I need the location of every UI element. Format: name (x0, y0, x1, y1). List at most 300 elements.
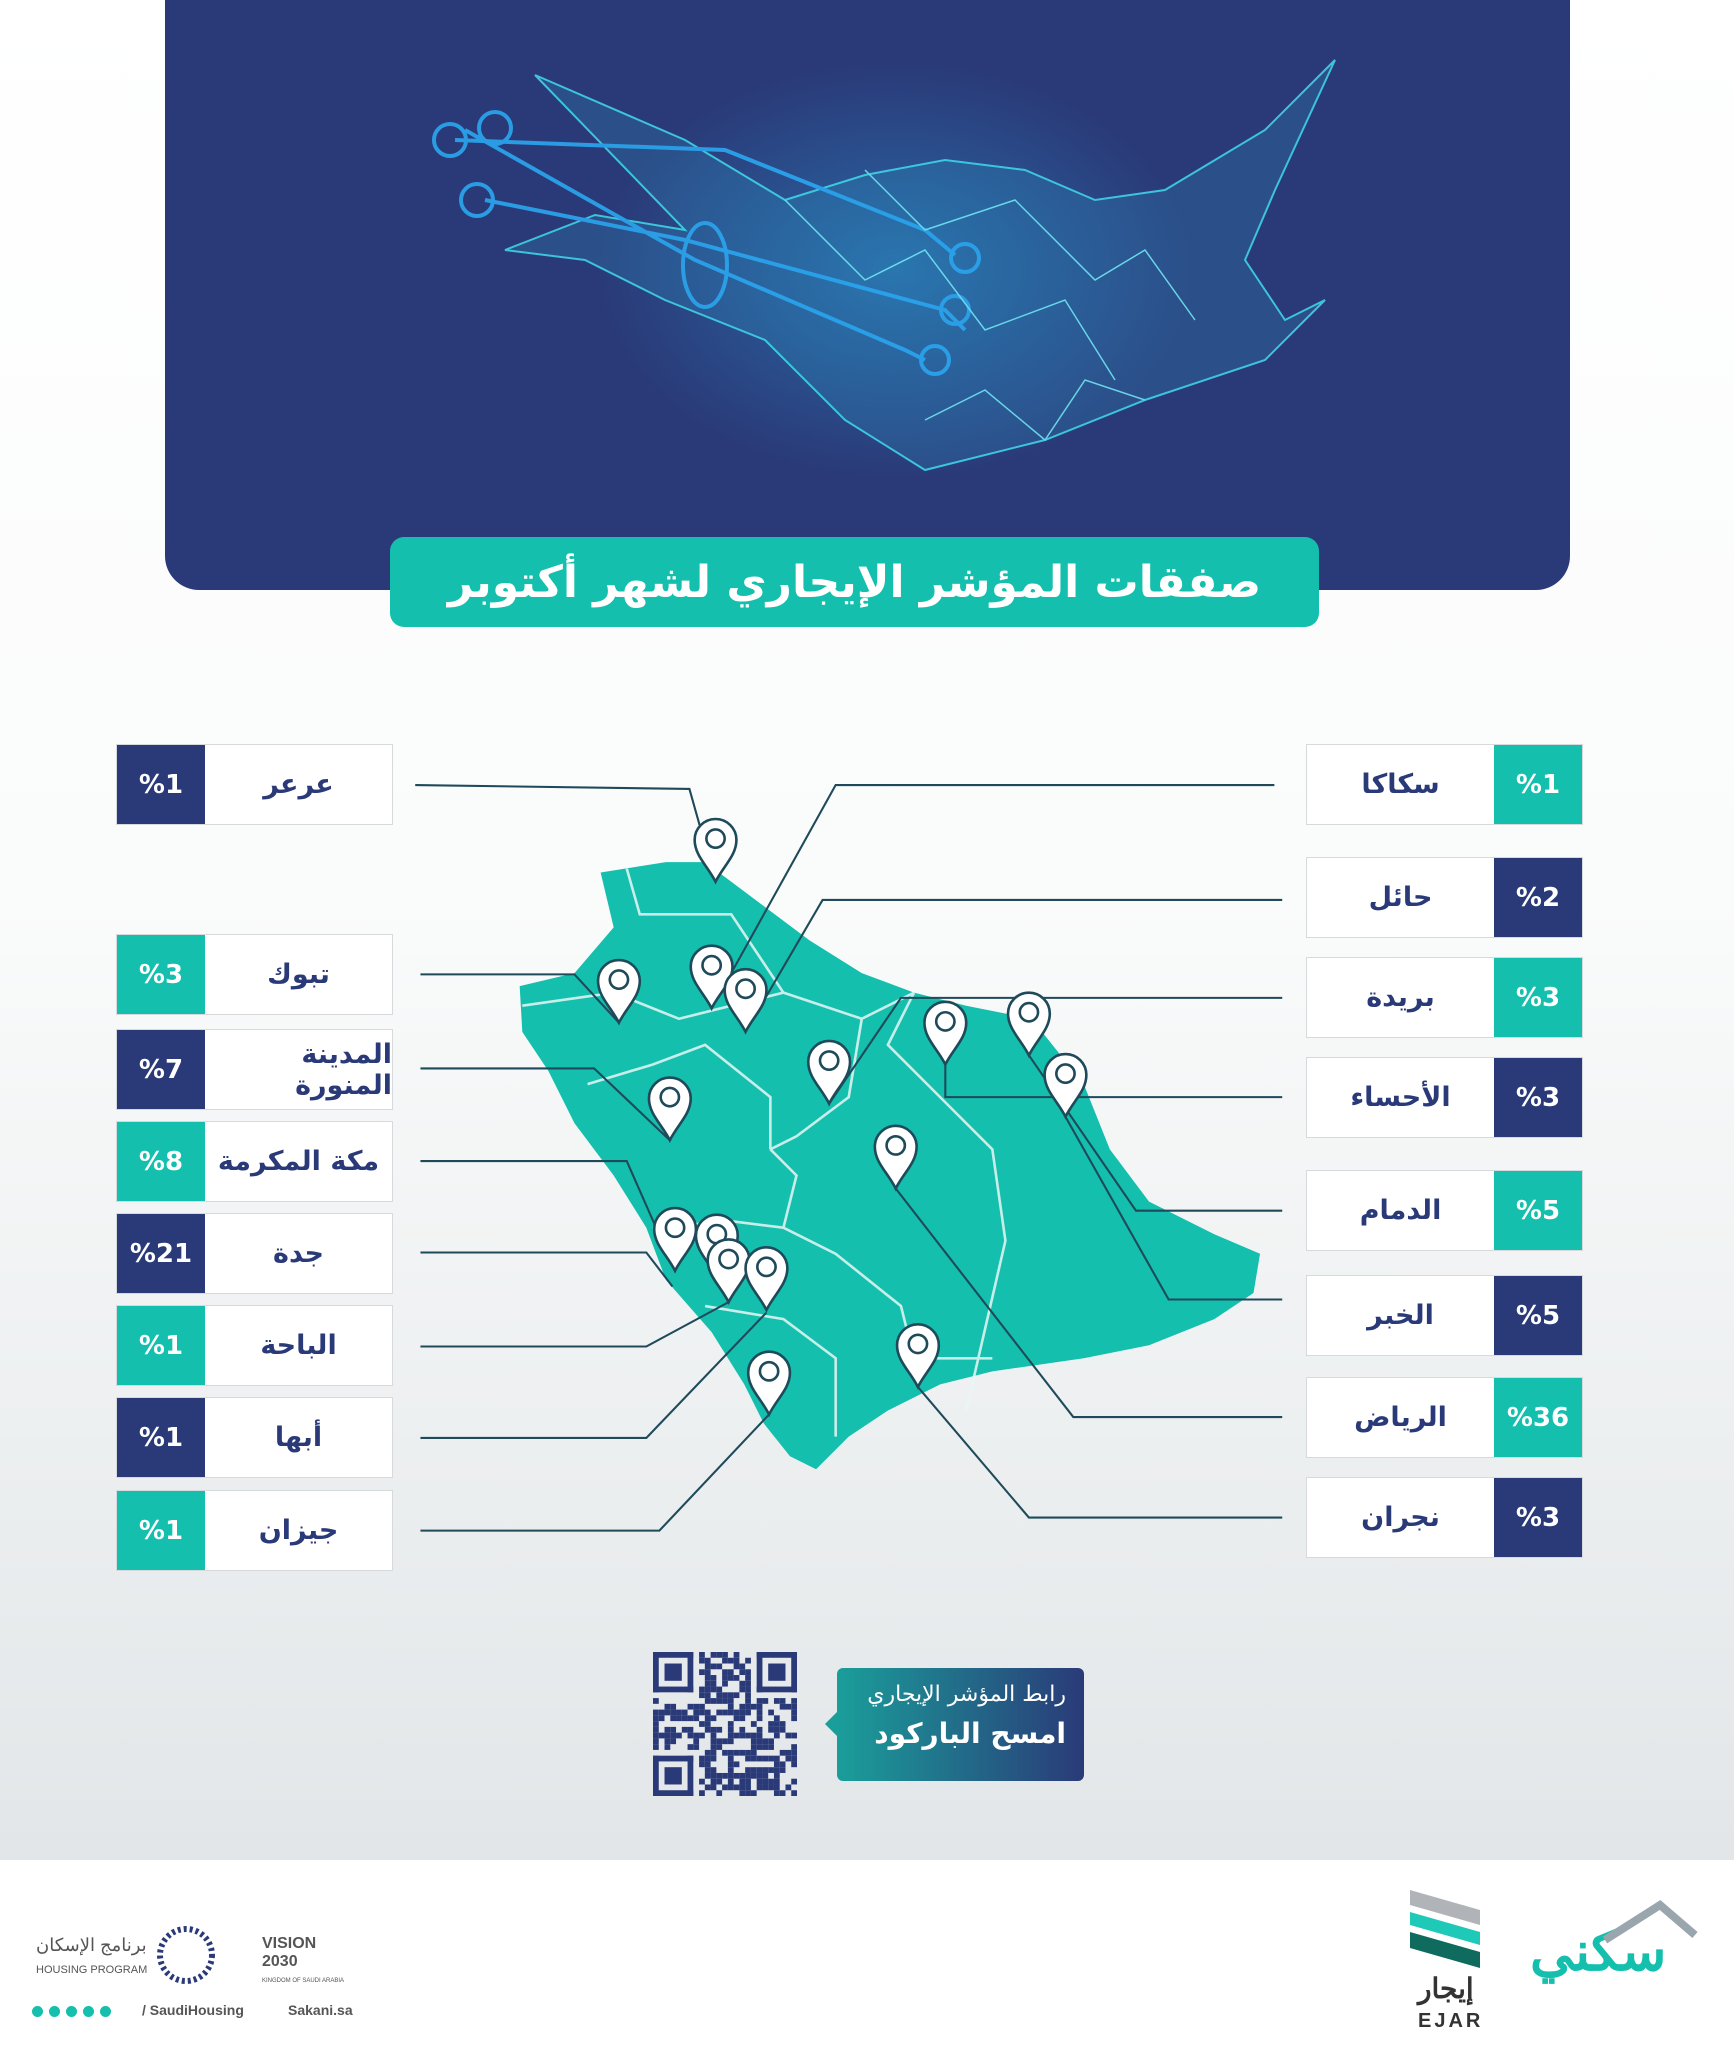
qr-module (665, 1744, 671, 1750)
qr-module (711, 1750, 717, 1756)
city-name: بريدة (1366, 982, 1435, 1013)
qr-module (757, 1652, 763, 1692)
social-icon[interactable] (49, 2006, 60, 2017)
qr-module (693, 1744, 699, 1750)
qr-module (745, 1710, 751, 1716)
qr-module (682, 1715, 688, 1721)
qr-module (728, 1784, 734, 1790)
qr-module (751, 1773, 757, 1779)
social-icons (32, 2006, 111, 2017)
qr-module (705, 1750, 711, 1756)
qr-module (711, 1784, 717, 1790)
sakani-roof-icon (1600, 1900, 1700, 1970)
qr-module (705, 1669, 711, 1675)
kingdom-label: KINGDOM OF SAUDI ARABIA (262, 1978, 345, 1984)
city-row (116, 1121, 393, 1202)
social-handle[interactable]: / SaudiHousing (142, 2002, 244, 2018)
qr-module (728, 1733, 734, 1739)
qr-module (670, 1715, 676, 1721)
city-name: مكة المكرمة (217, 1146, 380, 1177)
qr-module (780, 1761, 786, 1767)
qr-module (705, 1756, 711, 1762)
qr-module (774, 1727, 780, 1733)
qr-module (739, 1681, 745, 1687)
qr-module (705, 1721, 711, 1727)
qr-module (751, 1756, 757, 1762)
pin-dot (936, 1012, 954, 1030)
qr-module (745, 1704, 751, 1710)
qr-module (653, 1710, 659, 1716)
city-row (1306, 857, 1583, 938)
qr-module (768, 1727, 774, 1733)
housing-program-arabic: برنامج الإسكان (36, 1935, 147, 1955)
qr-module (768, 1744, 774, 1750)
qr-module (745, 1687, 751, 1693)
qr-module (791, 1744, 797, 1750)
qr-module (745, 1733, 751, 1739)
housing-emblem-icon (156, 1925, 216, 1985)
city-name: جيزان (258, 1515, 339, 1546)
qr-module (728, 1710, 734, 1716)
qr-module (780, 1750, 786, 1756)
pin-dot (708, 1225, 726, 1243)
city-percentage: %3 (1494, 1478, 1582, 1557)
qr-module (774, 1756, 780, 1762)
sakani-logo: سكني (1530, 1922, 1667, 1982)
qr-module (728, 1750, 734, 1756)
qr-module (722, 1738, 728, 1744)
location-pin-icon (654, 1208, 696, 1271)
city-name: أبها (274, 1422, 323, 1453)
qr-module (734, 1664, 740, 1670)
qr-module (762, 1744, 768, 1750)
qr-module (774, 1784, 780, 1790)
city-percentage: %5 (1494, 1276, 1582, 1355)
city-row (1306, 1275, 1583, 1356)
qr-module (768, 1767, 774, 1773)
city-percentage: %1 (117, 1398, 205, 1477)
qr-module (711, 1744, 717, 1750)
city-row (1306, 957, 1583, 1038)
qr-module (653, 1756, 659, 1796)
city-percentage: %1 (117, 1306, 205, 1385)
qr-module (780, 1790, 786, 1796)
qr-module (699, 1704, 705, 1710)
qr-module (688, 1652, 694, 1692)
qr-module (722, 1675, 728, 1681)
qr-callout (837, 1668, 1084, 1781)
qr-module (693, 1710, 699, 1716)
qr-module (739, 1664, 745, 1670)
qr-module (734, 1692, 740, 1698)
qr-code[interactable] (653, 1652, 797, 1796)
city-name: حائل (1368, 882, 1433, 913)
qr-module (716, 1710, 722, 1716)
qr-module (711, 1727, 717, 1733)
qr-module (757, 1744, 763, 1750)
city-name: المدينة المنورة (295, 1038, 392, 1101)
qr-module (768, 1738, 774, 1744)
city-name: الباحة (260, 1330, 337, 1361)
qr-module (780, 1698, 786, 1704)
qr-module (722, 1658, 728, 1664)
qr-module (711, 1756, 717, 1762)
qr-module (734, 1784, 740, 1790)
city-row (1306, 1057, 1583, 1138)
qr-module (762, 1738, 768, 1744)
qr-module (745, 1784, 751, 1790)
pin-dot (820, 1051, 838, 1069)
qr-module (653, 1687, 693, 1693)
qr-module (734, 1761, 740, 1767)
qr-module (762, 1767, 768, 1773)
qr-module (745, 1750, 751, 1756)
qr-module (665, 1767, 682, 1784)
qr-module (745, 1790, 751, 1796)
qr-module (699, 1756, 705, 1762)
qr-module (791, 1790, 797, 1796)
qr-module (659, 1715, 665, 1721)
city-percentage: %1 (117, 1491, 205, 1570)
location-pin-icon (808, 1041, 850, 1104)
qr-module (728, 1779, 734, 1785)
qr-module (780, 1721, 786, 1727)
qr-module (739, 1687, 745, 1693)
qr-module (728, 1773, 734, 1779)
location-pin-icon (708, 1239, 750, 1302)
qr-module (716, 1687, 722, 1693)
qr-module (716, 1738, 722, 1744)
location-pin-icon (748, 1352, 790, 1415)
qr-module (745, 1681, 751, 1687)
qr-module (699, 1710, 705, 1716)
pin-dot (736, 980, 754, 998)
location-pin-icon (598, 960, 640, 1023)
qr-module (705, 1681, 711, 1687)
qr-module (688, 1756, 694, 1796)
qr-module (757, 1715, 763, 1721)
qr-module (768, 1710, 774, 1716)
qr-module (757, 1773, 763, 1779)
pin-dot (1056, 1064, 1074, 1082)
handshake-illustration (165, 0, 1570, 590)
city-row (1306, 1377, 1583, 1458)
location-pin-icon (875, 1126, 917, 1189)
qr-module (699, 1658, 705, 1664)
qr-module (705, 1710, 711, 1716)
city-row (1306, 744, 1583, 825)
qr-module (699, 1790, 705, 1796)
qr-module (734, 1658, 740, 1664)
qr-module (711, 1675, 717, 1681)
qr-module (739, 1669, 745, 1675)
qr-module (728, 1675, 734, 1681)
qr-module (728, 1692, 734, 1698)
qr-module (711, 1738, 717, 1744)
ejar-arabic: إيجار (1418, 1973, 1474, 2004)
qr-module (757, 1652, 797, 1658)
qr-module (768, 1664, 785, 1681)
city-row (116, 1397, 393, 1478)
qr-module (653, 1652, 659, 1692)
qr-module (653, 1727, 659, 1733)
qr-module (785, 1756, 791, 1762)
qr-module (734, 1773, 740, 1779)
qr-module (716, 1779, 722, 1785)
qr-module (757, 1687, 797, 1693)
city-row (116, 744, 393, 825)
qr-module (722, 1750, 728, 1756)
qr-module (670, 1710, 676, 1716)
qr-module (705, 1658, 711, 1664)
qr-module (670, 1704, 676, 1710)
qr-module (711, 1767, 717, 1773)
qr-module (728, 1761, 734, 1767)
housing-program-english: HOUSING PROGRAM (36, 1964, 148, 1976)
qr-module (665, 1710, 671, 1716)
qr-module (653, 1698, 659, 1704)
qr-module (728, 1658, 734, 1664)
qr-module (699, 1652, 705, 1658)
qr-module (716, 1692, 722, 1698)
qr-module (774, 1733, 780, 1739)
qr-module (734, 1710, 740, 1716)
qr-module (734, 1652, 740, 1658)
qr-module (716, 1744, 722, 1750)
qr-module (693, 1704, 699, 1710)
qr-module (728, 1721, 734, 1727)
city-row (116, 1305, 393, 1386)
qr-module (774, 1767, 780, 1773)
qr-module (768, 1721, 774, 1727)
qr-module (688, 1704, 694, 1710)
city-name: تبوك (267, 959, 330, 990)
qr-module (716, 1664, 722, 1670)
qr-module (665, 1727, 671, 1733)
qr-module (791, 1779, 797, 1785)
location-pin-icon (897, 1324, 939, 1387)
qr-module (751, 1721, 757, 1727)
qr-module (751, 1767, 757, 1773)
city-percentage: %3 (1494, 1058, 1582, 1137)
qr-module (665, 1664, 682, 1681)
qr-module (774, 1698, 780, 1704)
qr-module (711, 1779, 717, 1785)
qr-module (757, 1710, 763, 1716)
qr-module (739, 1773, 745, 1779)
qr-module (711, 1773, 717, 1779)
qr-module (780, 1704, 786, 1710)
qr-module (699, 1779, 705, 1785)
qr-module (653, 1744, 659, 1750)
qr-module (699, 1692, 705, 1698)
qr-link-label: رابط المؤشر الإيجاري (867, 1682, 1066, 1707)
qr-module (722, 1681, 728, 1687)
city-name: جدة (273, 1238, 324, 1269)
qr-module (791, 1652, 797, 1692)
qr-module (757, 1779, 763, 1785)
qr-module (757, 1756, 763, 1762)
qr-module (728, 1698, 734, 1704)
qr-module (699, 1733, 705, 1739)
qr-module (722, 1652, 728, 1658)
qr-module (711, 1715, 717, 1721)
qr-module (676, 1710, 682, 1716)
qr-module (728, 1756, 734, 1762)
qr-module (774, 1721, 780, 1727)
qr-module (705, 1664, 711, 1670)
qr-module (745, 1669, 751, 1675)
qr-module (734, 1675, 740, 1681)
qr-module (711, 1687, 717, 1693)
ejar-logo-icon (1410, 1890, 1480, 1970)
qr-module (762, 1698, 768, 1704)
social-icon[interactable] (83, 2006, 94, 2017)
pin-dot (909, 1335, 927, 1353)
qr-module (688, 1727, 694, 1733)
qr-module (762, 1773, 768, 1779)
qr-module (705, 1698, 711, 1704)
qr-module (653, 1652, 693, 1658)
qr-module (762, 1756, 768, 1762)
location-pin-icon (695, 819, 737, 882)
qr-module (751, 1790, 757, 1796)
qr-module (705, 1761, 711, 1767)
qr-module (734, 1715, 740, 1721)
qr-module (791, 1710, 797, 1716)
qr-module (716, 1698, 722, 1704)
pin-dot (760, 1362, 778, 1380)
location-pin-icon (746, 1247, 788, 1310)
qr-module (774, 1779, 780, 1785)
city-name: الخبر (1367, 1300, 1434, 1331)
qr-module (739, 1715, 745, 1721)
qr-module (745, 1779, 751, 1785)
qr-module (711, 1681, 717, 1687)
qr-module (693, 1715, 699, 1721)
qr-module (768, 1756, 774, 1762)
qr-module (705, 1784, 711, 1790)
location-pin-icon (725, 969, 767, 1032)
qr-module (682, 1727, 688, 1733)
qr-module (728, 1669, 734, 1675)
qr-module (722, 1692, 728, 1698)
city-percentage: %5 (1494, 1171, 1582, 1250)
qr-module (653, 1733, 659, 1739)
city-row (116, 1213, 393, 1294)
qr-module (728, 1767, 734, 1773)
qr-module (739, 1790, 745, 1796)
social-icon[interactable] (100, 2006, 111, 2017)
pin-dot (719, 1250, 737, 1268)
qr-module (699, 1669, 705, 1675)
qr-module (757, 1733, 763, 1739)
footer (0, 1860, 1734, 2048)
city-percentage: %7 (117, 1030, 205, 1109)
city-row (116, 1029, 393, 1110)
qr-module (699, 1761, 705, 1767)
qr-module (739, 1784, 745, 1790)
qr-module (722, 1773, 728, 1779)
qr-module (676, 1715, 682, 1721)
qr-module (757, 1704, 763, 1710)
city-percentage: %36 (1494, 1378, 1582, 1457)
qr-module (745, 1773, 751, 1779)
qr-module (791, 1750, 797, 1756)
qr-module (688, 1733, 694, 1739)
city-name: نجران (1361, 1502, 1440, 1533)
qr-module (739, 1750, 745, 1756)
qr-module (774, 1773, 780, 1779)
pin-dot (661, 1088, 679, 1106)
scan-barcode-label: امسح الباركود (874, 1717, 1066, 1750)
qr-module (705, 1687, 711, 1693)
qr-module (768, 1779, 774, 1785)
city-name: الرياض (1354, 1402, 1447, 1433)
social-icon[interactable] (66, 2006, 77, 2017)
qr-module (670, 1733, 676, 1739)
city-row (1306, 1170, 1583, 1251)
qr-module (705, 1675, 711, 1681)
qr-module (705, 1767, 711, 1773)
qr-module (711, 1698, 717, 1704)
qr-module (665, 1704, 671, 1710)
pin-dot (702, 956, 720, 974)
pin-dot (706, 829, 724, 847)
pin-dot (757, 1258, 775, 1276)
qr-module (757, 1767, 763, 1773)
qr-module (791, 1761, 797, 1767)
qr-module (785, 1750, 791, 1756)
qr-module (780, 1727, 786, 1733)
qr-module (791, 1698, 797, 1704)
qr-module (693, 1733, 699, 1739)
pin-dot (666, 1219, 684, 1237)
city-percentage: %1 (117, 745, 205, 824)
location-pin-icon (649, 1078, 691, 1141)
qr-module (693, 1738, 699, 1744)
qr-module (722, 1784, 728, 1790)
qr-module (653, 1756, 693, 1762)
qr-module (665, 1733, 671, 1739)
city-row (116, 1490, 393, 1571)
qr-module (688, 1715, 694, 1721)
qr-module (716, 1652, 722, 1658)
qr-module (659, 1733, 665, 1739)
city-name: سكاكا (1361, 769, 1440, 800)
qr-module (785, 1784, 791, 1790)
city-name: الأحساء (1350, 1082, 1451, 1113)
qr-module (745, 1698, 751, 1704)
qr-module (653, 1721, 659, 1727)
qr-module (745, 1675, 751, 1681)
city-percentage: %2 (1494, 858, 1582, 937)
website-link[interactable]: Sakani.sa (288, 2002, 353, 2018)
location-pin-icon (1045, 1054, 1087, 1117)
qr-module (665, 1738, 671, 1744)
map-shape (520, 862, 1260, 1469)
qr-module (722, 1698, 728, 1704)
city-percentage: %8 (117, 1122, 205, 1201)
qr-module (699, 1721, 705, 1727)
qr-module (757, 1727, 763, 1733)
social-icon[interactable] (32, 2006, 43, 2017)
city-name: الدمام (1359, 1195, 1442, 1226)
qr-module (734, 1733, 740, 1739)
qr-module (751, 1750, 757, 1756)
city-row (1306, 1477, 1583, 1558)
qr-module (791, 1704, 797, 1710)
